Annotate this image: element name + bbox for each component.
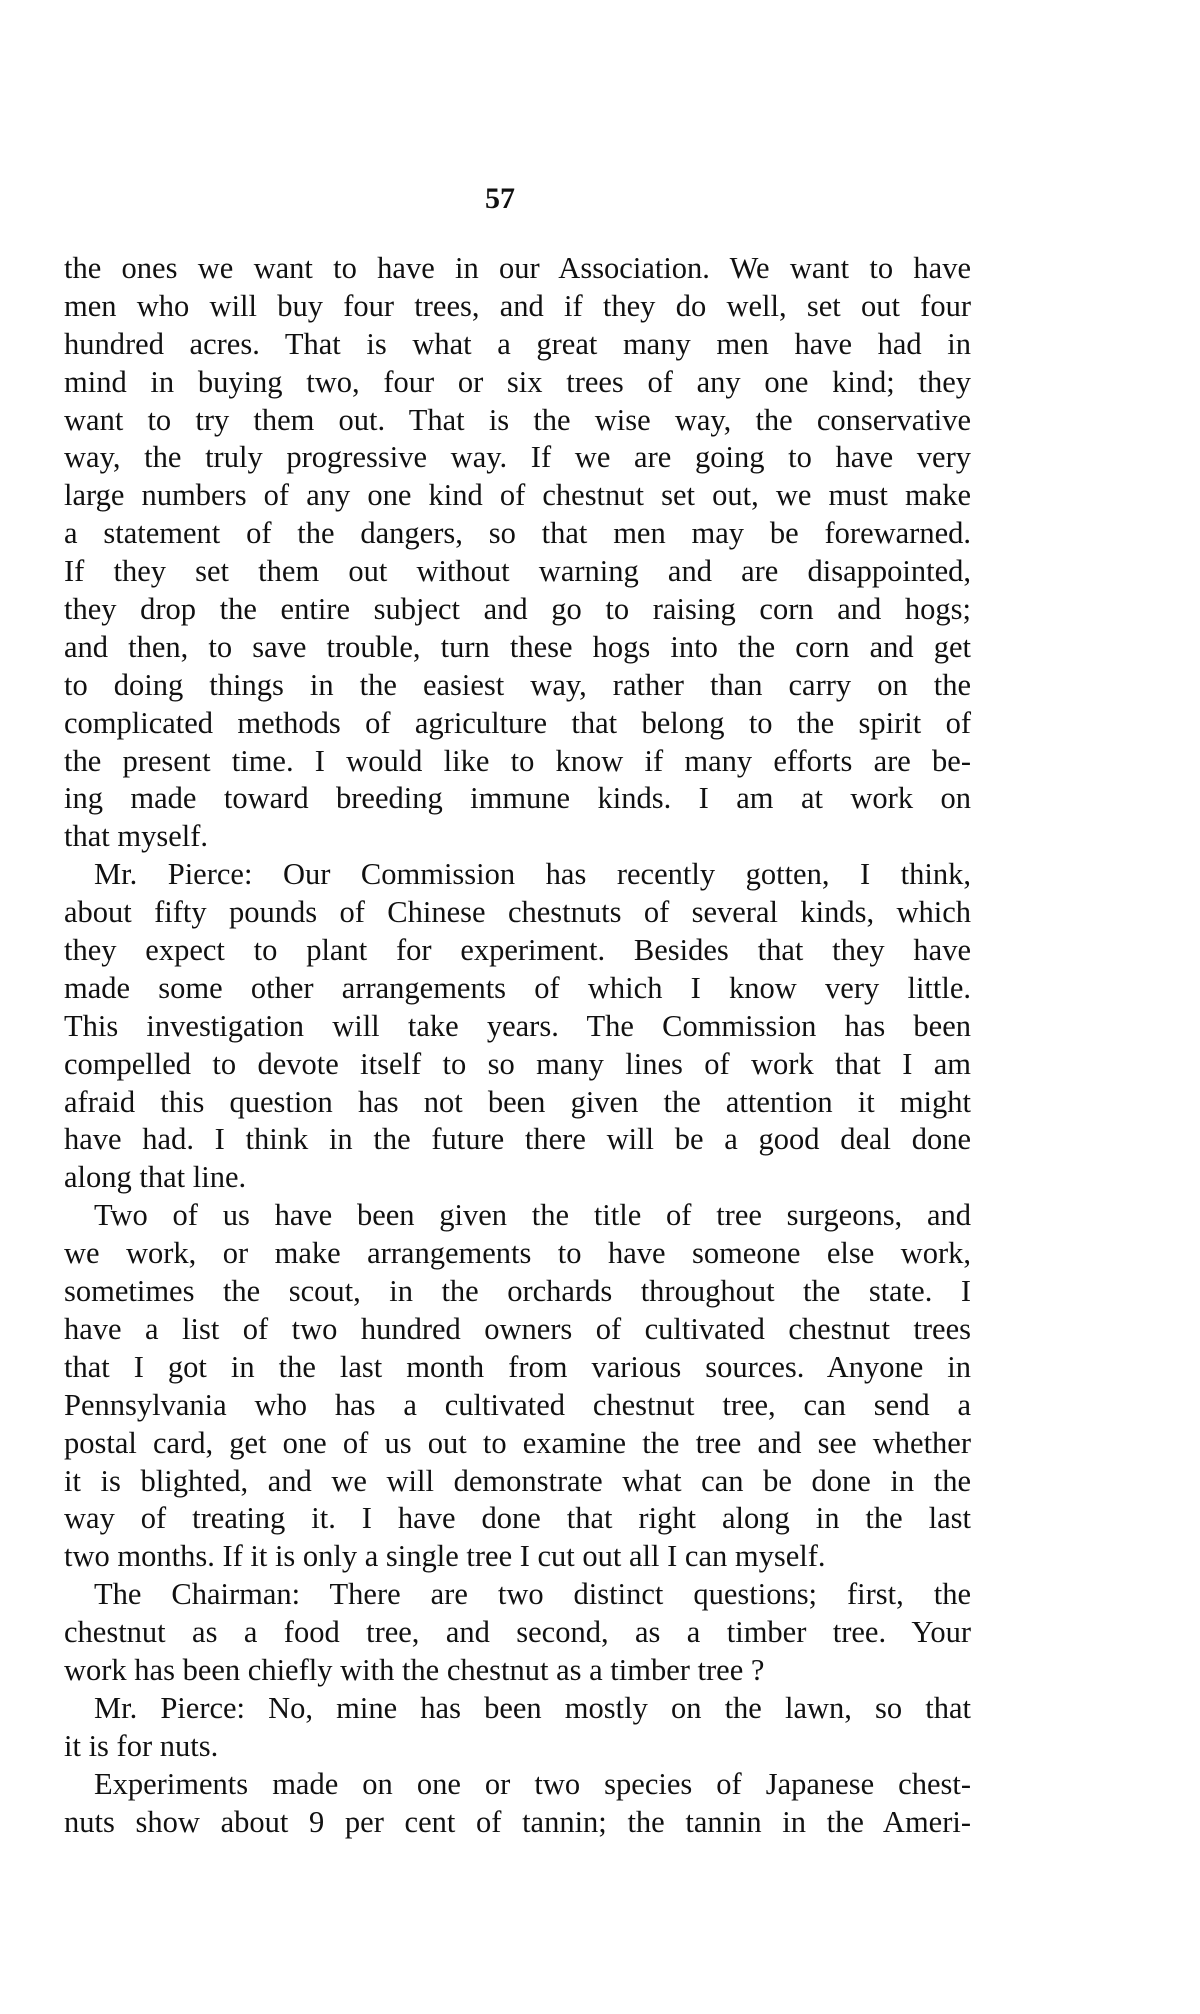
text-line: Mr. Pierce: Our Commission has recently gotten, I think, <box>94 857 971 892</box>
text-line: to doing things in the easiest way, rather than carry on the <box>64 667 971 702</box>
text-line: they expect to plant for experiment. Besides that they have <box>64 933 971 968</box>
text-line: way of treating it. I have done that right along in the last <box>64 1501 971 1536</box>
text-line: have had. I think in the future there will be a good deal done <box>64 1122 971 1157</box>
body-text <box>64 250 971 1841</box>
text-line: ing made toward breeding immune kinds. I am at work on <box>64 781 971 816</box>
text-line: compelled to devote itself to so many lines of work that I am <box>64 1046 971 1081</box>
text-line: we work, or make arrangements to have someone else work, <box>64 1236 971 1271</box>
paragraph <box>64 1197 971 1576</box>
text-line: along that line. <box>64 1160 247 1195</box>
text-line: postal card, get one of us out to examine the tree and see whether <box>64 1425 971 1460</box>
text-line: Mr. Pierce: No, mine has been mostly on the lawn, so that <box>94 1690 971 1725</box>
text-line: The Chairman: There are two distinct questions; first, the <box>94 1577 971 1612</box>
text-line: about fifty pounds of Chinese chestnuts of several kinds, which <box>64 895 971 930</box>
text-line: If they set them out without warning and are disappointed, <box>64 554 971 589</box>
text-line: it is for nuts. <box>64 1728 219 1763</box>
text-line: hundred acres. That is what a great many men have had in <box>64 326 971 361</box>
text-line: This investigation will take years. The Commission has been <box>64 1008 971 1043</box>
text-line: afraid this question has not been given the attention it might <box>64 1084 971 1119</box>
text-line: a statement of the dangers, so that men may be forewarned. <box>64 516 971 551</box>
text-line: they drop the entire subject and go to raising corn and hogs; <box>64 592 971 627</box>
text-line: the ones we want to have in our Association. We want to have <box>64 251 971 285</box>
text-line: large numbers of any one kind of chestnut set out, we must make <box>64 478 971 513</box>
paragraph <box>64 1690 971 1766</box>
page-number: 57 <box>485 182 515 215</box>
text-line: two months. If it is only a single tree I cut out all I can myself. <box>64 1539 826 1574</box>
text-line: made some other arrangements of which I know very little. <box>64 970 971 1005</box>
text-line: chestnut as a food tree, and second, as a timber tree. Your <box>64 1615 971 1650</box>
text-line: want to try them out. That is the wise way, the conservative <box>64 402 971 437</box>
text-line: mind in buying two, four or six trees of any one kind; they <box>64 364 971 399</box>
text-line: way, the truly progressive way. If we are going to have very <box>64 440 971 475</box>
text-line: that myself. <box>64 819 208 854</box>
text-line: nuts show about 9 per cent of tannin; the tannin in the Ameri- <box>64 1804 971 1839</box>
text-line: Experiments made on one or two species of Japanese chest- <box>94 1766 971 1801</box>
text-line: Two of us have been given the title of tree surgeons, and <box>94 1198 971 1233</box>
text-line: it is blighted, and we will demonstrate what can be done in the <box>64 1463 971 1498</box>
text-line: the present time. I would like to know if many efforts are be- <box>64 743 971 778</box>
paragraph <box>64 1576 971 1690</box>
paragraph <box>64 856 971 1197</box>
paragraph <box>64 1766 971 1842</box>
text-line: that I got in the last month from various sources. Anyone in <box>64 1349 971 1384</box>
text-line: have a list of two hundred owners of cultivated chestnut trees <box>64 1311 971 1346</box>
text-line: men who will buy four trees, and if they do well, set out four <box>64 288 971 323</box>
paragraph <box>64 250 971 856</box>
text-line: Pennsylvania who has a cultivated chestnut tree, can send a <box>64 1387 971 1422</box>
text-line: and then, to save trouble, turn these hogs into the corn and get <box>64 629 971 664</box>
text-line: sometimes the scout, in the orchards throughout the state. I <box>64 1274 971 1309</box>
text-line: complicated methods of agriculture that belong to the spirit of <box>64 705 971 740</box>
text-line: work has been chiefly with the chestnut as a timber tree ? <box>64 1652 765 1687</box>
